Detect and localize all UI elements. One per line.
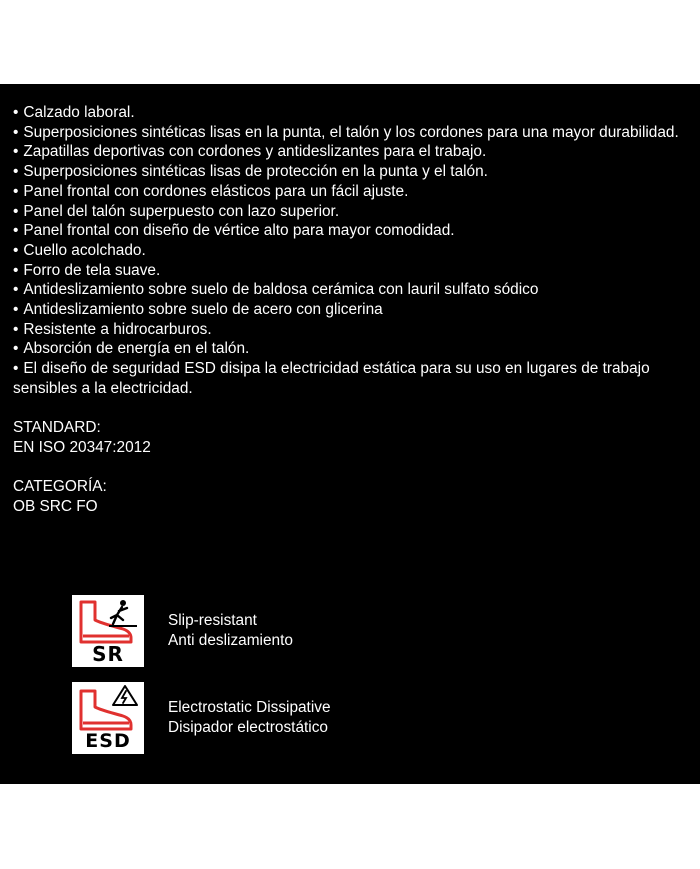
list-item: • Antideslizamiento sobre suelo de acero con glicerina: [13, 301, 383, 319]
product-details-panel: [0, 84, 700, 784]
product-description: [13, 103, 693, 517]
feature-list: [13, 103, 693, 399]
category-value: OB SRC FO: [13, 498, 98, 516]
list-item: • Zapatillas deportivas con cordones y antideslizantes para el trabajo.: [13, 143, 487, 161]
list-item: • Calzado laboral.: [13, 104, 135, 121]
list-item: • Antideslizamiento sobre suelo de baldosa cerámica con lauril sulfato sódico: [13, 281, 539, 299]
esd-line-spanish: Disipador electrostático: [168, 719, 328, 736]
list-item: • Forro de tela suave.: [13, 261, 161, 279]
slip-resistant-feature: [72, 595, 293, 667]
sr-line-spanish: Anti deslizamiento: [168, 632, 293, 649]
sr-code: SR: [92, 642, 124, 666]
standard-label: STANDARD:: [13, 419, 101, 437]
slip-resistant-description: [168, 611, 293, 651]
list-item: • Panel del talón superpuesto con lazo superior.: [13, 202, 340, 220]
esd-code: ESD: [85, 730, 131, 752]
list-item: • El diseño de seguridad ESD disipa la electricidad estática para su uso en lugares de trabajo sensibles a la electricidad.: [13, 360, 650, 397]
list-item: • Superposiciones sintéticas lisas de protección en la punta y el talón.: [13, 163, 488, 181]
esd-line-english: Electrostatic Dissipative: [168, 699, 331, 716]
standard-value: EN ISO 20347:2012: [13, 438, 151, 456]
esd-description: [168, 698, 331, 738]
list-item: • Panel frontal con cordones elásticos para un fácil ajuste.: [13, 182, 409, 200]
list-item: • Resistente a hidrocarburos.: [13, 320, 212, 338]
list-item: • Absorción de energía en el talón.: [13, 340, 250, 358]
esd-badge: [72, 682, 144, 754]
slip-resistant-badge: [72, 595, 144, 667]
list-item: • Cuello acolchado.: [13, 241, 146, 259]
electrostatic-feature: [72, 682, 331, 754]
list-item: • Panel frontal con diseño de vértice alto para mayor comodidad.: [13, 222, 455, 240]
sr-line-english: Slip-resistant: [168, 612, 257, 629]
list-item: • Superposiciones sintéticas lisas en la punta, el talón y los cordones para una mayor durabilidad.: [13, 123, 679, 141]
category-label: CATEGORÍA:: [13, 478, 107, 496]
